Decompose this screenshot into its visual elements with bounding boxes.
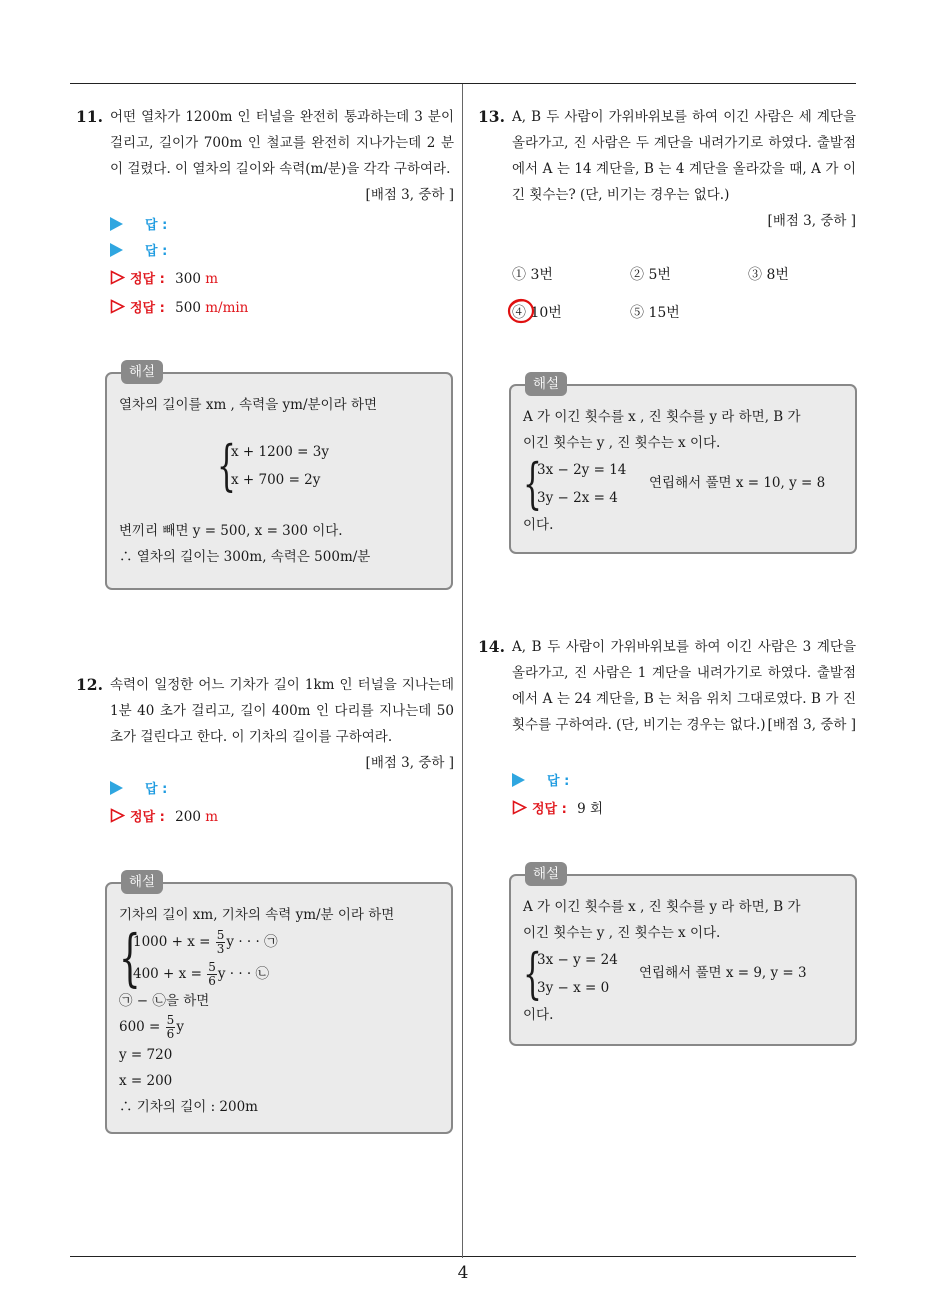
play-arrow-icon xyxy=(110,217,123,231)
outline-arrow-icon xyxy=(512,800,527,815)
correct-label: 정답 : xyxy=(130,301,165,316)
choice-3[interactable]: ③ 8번 xyxy=(748,267,789,283)
question-number: 12. xyxy=(76,675,103,694)
equation: 3y − 2x = 4 xyxy=(537,490,618,506)
equation-system: { 3x − 2y = 14 3y − 2x = 4 xyxy=(523,452,627,515)
solution-line: 열차의 길이를 xm , 속력을 ym/분이라 하면 xyxy=(119,397,378,413)
question-11 xyxy=(76,104,454,208)
column-divider xyxy=(462,84,463,1258)
question-text: 속력이 일정한 어느 기차가 길이 1km 인 터널을 지나는데 1분 40 초가 걸리고, 길이 400m 인 다리를 지나는데 50초가 걸린다고 한다. 이 기차의 길이를 구하여라. xyxy=(110,677,454,745)
solution-box-13 xyxy=(509,376,857,554)
solution-line: 이긴 횟수는 y , 진 횟수는 x 이다. xyxy=(523,925,721,941)
points-label: [배점 3, 중하 ] xyxy=(767,213,856,229)
solution-line: ㉠ − ㉡을 하면 xyxy=(119,993,210,1009)
solution-line: ∴ 기차의 길이 : 200m xyxy=(119,1099,258,1115)
solution-line: 이다. xyxy=(523,517,554,533)
correct-value: 300 xyxy=(175,271,201,287)
equation: x + 700 = 2y xyxy=(231,472,321,488)
points-label: [배점 3, 중하 ] xyxy=(365,755,454,771)
question-text: A, B 두 사람이 가위바위보를 하여 이긴 사람은 3 계단을 올라가고, 진 사람은 1 계단을 내려가기로 하였다. 출발점에서 A 는 24 계단을, B 는 처음 위치 그대로였다. B 가 진 횟수를 구하여라. (단, 비기는 경우는 없다.) xyxy=(512,639,856,733)
question-number: 13. xyxy=(478,107,505,126)
equation: 400 + x = $\frac{5}{6}$ y · · · ㉡ xyxy=(133,960,269,988)
solution-result: 연립해서 풀면 x = 9, y = 3 xyxy=(639,965,807,981)
play-arrow-icon xyxy=(512,773,525,787)
play-arrow-icon xyxy=(110,781,123,795)
equation: 1000 + x = $\frac{5}{3}$ y · · · ㉠ xyxy=(133,928,278,956)
question-text: 어떤 열차가 1200m 인 터널을 완전히 통과하는데 3 분이 걸리고, 길이가 700m 인 철교를 완전히 지나가는데 2 분이 걸렸다. 이 열차의 길이와 속력(m/분)을 각각 구하여라. xyxy=(110,109,454,177)
equation: 3x − y = 24 xyxy=(537,952,618,968)
correct-value: 500 xyxy=(175,300,201,316)
solution-line: ∴ 열차의 길이는 300m, 속력은 500m/분 xyxy=(119,549,371,565)
solution-box-11 xyxy=(105,364,453,590)
correct-answer-1 xyxy=(110,266,218,292)
correct-label: 정답 : xyxy=(130,272,165,287)
question-12 xyxy=(76,672,454,776)
solution-tag: 해설 xyxy=(121,870,163,894)
solution-result: 연립해서 풀면 x = 10, y = 8 xyxy=(649,475,826,491)
question-number: 11. xyxy=(76,107,103,126)
answer-line xyxy=(512,768,569,794)
equation-system: { 1000 + x = $\frac{5}{3}$ y · · · ㉠ 400 + x = $\frac{5}{6}$ y · · · ㉡ xyxy=(119,921,278,994)
answer-label: 답 : xyxy=(145,782,168,797)
correct-label: 정답 : xyxy=(532,802,567,817)
fraction: $\frac{5}{6}$ xyxy=(208,960,216,988)
choice-1[interactable]: ① 3번 xyxy=(512,267,553,283)
correct-unit: m/min xyxy=(205,300,249,316)
outline-arrow-icon xyxy=(110,808,125,823)
page-number: 4 xyxy=(457,1263,469,1283)
points-label: [배점 3, 중하 ] xyxy=(767,717,856,733)
answer-line xyxy=(110,776,167,802)
solution-box-14 xyxy=(509,866,857,1046)
choice-4[interactable]: ④ 10번 xyxy=(512,305,562,321)
correct-label: 정답 : xyxy=(130,810,165,825)
equation: 3y − x = 0 xyxy=(537,980,610,996)
correct-value: 9 회 xyxy=(577,801,604,817)
solution-line: y = 720 xyxy=(119,1047,173,1063)
solution-line: 600 = $\frac{5}{6}$ y xyxy=(119,1013,184,1041)
fraction: $\frac{5}{6}$ xyxy=(166,1013,175,1041)
answer-label: 답 : xyxy=(145,218,168,233)
solution-line: 이다. xyxy=(523,1007,554,1023)
solution-line: A 가 이긴 횟수를 x , 진 횟수를 y 라 하면, B 가 xyxy=(523,899,801,915)
correct-value: 200 xyxy=(175,809,201,825)
equation: 3x − 2y = 14 xyxy=(537,462,627,478)
solution-tag: 해설 xyxy=(525,372,567,396)
equation-system: { x + 1200 = 3y x + 700 = 2y xyxy=(217,434,329,497)
selected-answer-circle-icon xyxy=(506,297,536,325)
question-number: 14. xyxy=(478,637,505,656)
bottom-rule xyxy=(70,1256,856,1257)
solution-box-12 xyxy=(105,874,453,1134)
solution-line: A 가 이긴 횟수를 x , 진 횟수를 y 라 하면, B 가 xyxy=(523,409,801,425)
solution-line: 기차의 길이 xm, 기차의 속력 ym/분 이라 하면 xyxy=(119,907,395,923)
answer-label: 답 : xyxy=(547,774,570,789)
question-text: A, B 두 사람이 가위바위보를 하여 이긴 사람은 세 계단을 올라가고, 진 사람은 두 계단을 내려가기로 하였다. 출발점에서 A 는 14 계단을, B 는 4 계단을 올라갔을 때, A 가 이긴 횟수는? (단, 비기는 경우는 없다.) xyxy=(512,109,856,203)
points-label: [배점 3, 중하 ] xyxy=(365,187,454,203)
answer-line-1 xyxy=(110,212,167,238)
choice-5[interactable]: ⑤ 15번 xyxy=(630,305,680,321)
equation: x + 1200 = 3y xyxy=(231,444,329,460)
solution-tag: 해설 xyxy=(525,862,567,886)
correct-answer xyxy=(512,796,603,822)
answer-line-2 xyxy=(110,238,167,264)
correct-answer xyxy=(110,804,218,830)
correct-unit: m xyxy=(205,809,219,825)
correct-answer-2 xyxy=(110,295,248,321)
top-rule xyxy=(70,83,856,84)
solution-line: x = 200 xyxy=(119,1073,173,1089)
solution-line: 변끼리 빼면 y = 500, x = 300 이다. xyxy=(119,523,343,539)
answer-label: 답 : xyxy=(145,244,168,259)
correct-unit: m xyxy=(205,271,219,287)
fraction: $\frac{5}{3}$ xyxy=(216,928,225,956)
outline-arrow-icon xyxy=(110,270,125,285)
question-13 xyxy=(478,104,856,234)
outline-arrow-icon xyxy=(110,299,125,314)
equation-system: { 3x − y = 24 3y − x = 0 xyxy=(523,942,618,1005)
solution-tag: 해설 xyxy=(121,360,163,384)
choice-2[interactable]: ② 5번 xyxy=(630,267,671,283)
question-14 xyxy=(478,634,856,738)
solution-line: 이긴 횟수는 y , 진 횟수는 x 이다. xyxy=(523,435,721,451)
play-arrow-icon xyxy=(110,243,123,257)
